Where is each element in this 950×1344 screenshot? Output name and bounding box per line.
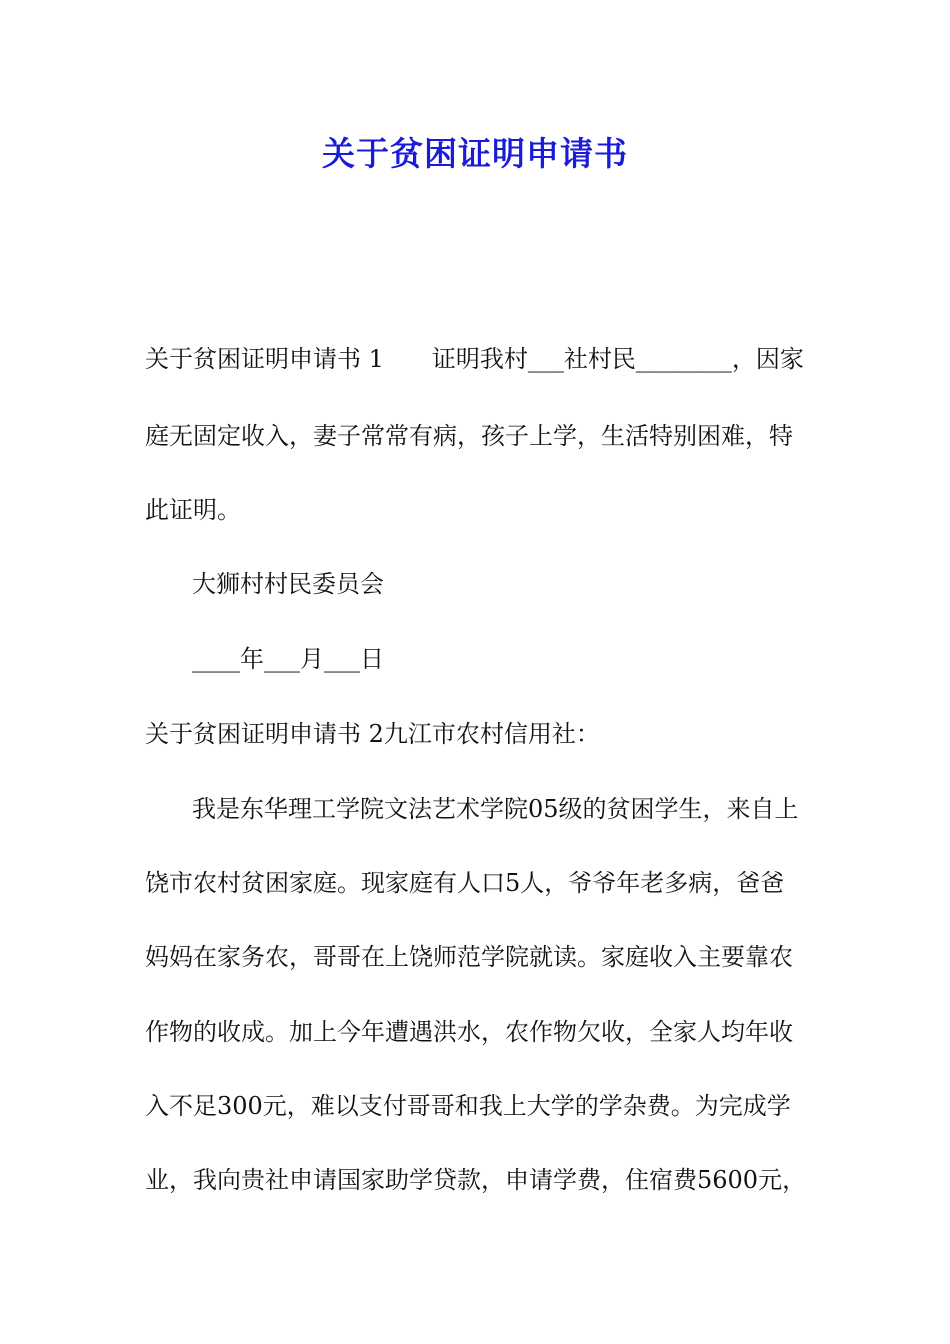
- body-line-9: 妈妈在家务农，哥哥在上饶师范学院就读。家庭收入主要靠农: [145, 943, 793, 971]
- body-line-1: 关于贫困证明申请书 1 证明我村___社村民________，因家: [145, 345, 804, 373]
- section-2-heading: 关于贫困证明申请书 2九江市农村信用社：: [145, 720, 600, 748]
- body-line-8: 饶市农村贫困家庭。现家庭有人口5人，爷爷年老多病，爸爸: [145, 869, 785, 897]
- body-line-3: 此证明。: [145, 496, 241, 524]
- signature-committee: 大狮村村民委员会: [192, 570, 384, 598]
- signature-date: ____年___月___日: [192, 645, 384, 673]
- body-line-2: 庭无固定收入，妻子常常有病，孩子上学，生活特别困难，特: [145, 422, 793, 450]
- body-line-7: 我是东华理工学院文法艺术学院05级的贫困学生，来自上: [192, 795, 799, 823]
- body-line-12: 业，我向贵社申请国家助学贷款，申请学费，住宿费5600元，: [145, 1166, 807, 1194]
- body-line-11: 入不足300元，难以支付哥哥和我上大学的学杂费。为完成学: [145, 1092, 791, 1120]
- body-line-10: 作物的收成。加上今年遭遇洪水，农作物欠收，全家人均年收: [145, 1018, 793, 1046]
- document-title: 关于贫困证明申请书: [322, 134, 628, 173]
